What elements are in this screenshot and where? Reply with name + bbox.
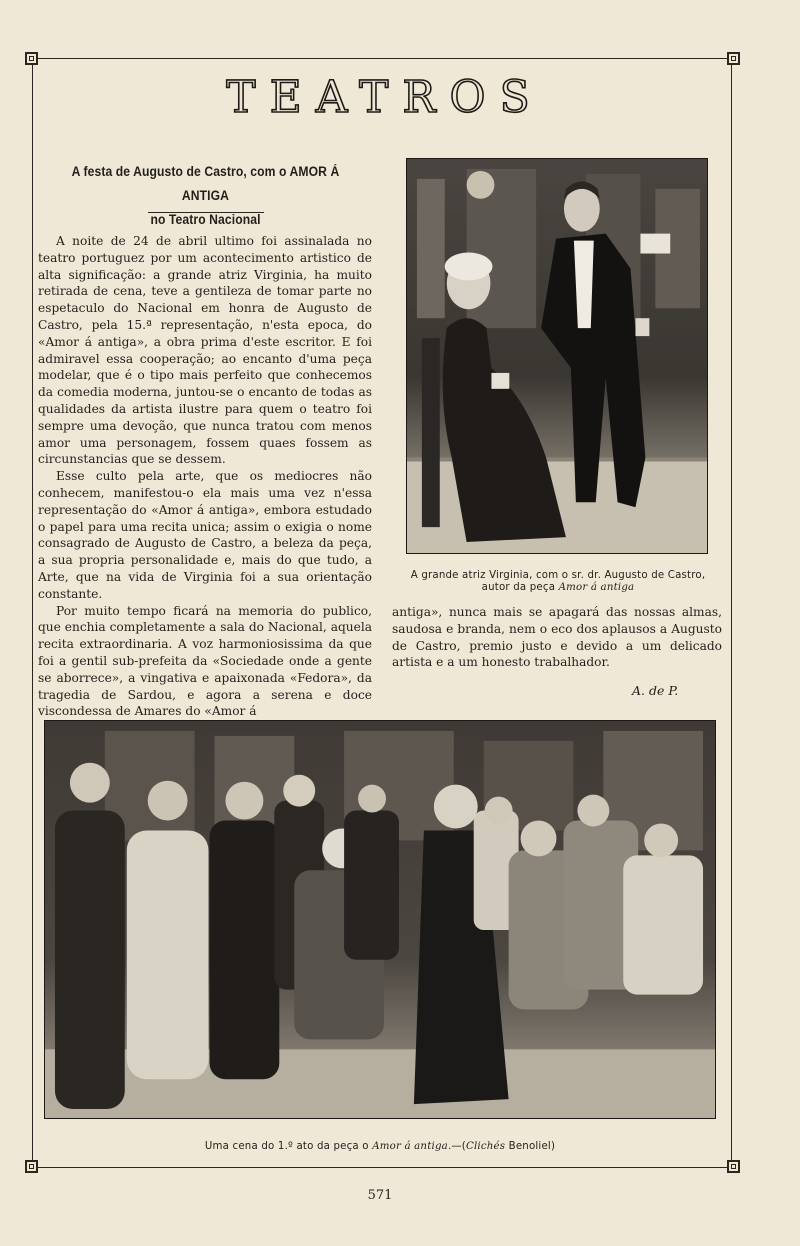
photo-top-caption xyxy=(383,570,733,594)
article-right-column xyxy=(392,604,722,671)
photo-top-caption-line-1: A grande atriz Virginia, com o sr. dr. Augusto de Castro, xyxy=(410,570,706,581)
page-number: 571 xyxy=(367,1188,393,1203)
article-paragraph-continued: antiga», nunca mais se apagará das nossas almas, saudosa e branda, nem o eco dos aplausos a Augusto de Castro, premio justo e devido a um delicado artista e a um honesto trabalhador. xyxy=(392,605,722,670)
article-paragraph-2: Esse culto pela arte, que os mediocres não conhecem, manifestou-o ela mais uma vez n'essa representação do «Amor á antiga», embora estudado o papel para uma recita unica; assim o exigia o nome consagrado de Augusto de Castro, a beleza da peça, a sua propria personalidade e, mais do que tudo, a Arte, que na vida de Virginia foi a sua orientação constante. xyxy=(38,469,372,601)
headline-rule xyxy=(148,212,264,213)
photo-cast-scene xyxy=(44,720,716,1119)
corner-ornament-bottom-right xyxy=(727,1160,740,1173)
article-headline xyxy=(55,160,357,232)
photo-bottom-caption-title: Amor á antiga. xyxy=(372,1141,452,1152)
photo-bottom-caption-credit-label: Clichés xyxy=(465,1141,506,1152)
headline-line-2: no Teatro Nacional xyxy=(150,212,261,227)
photo-virginia-and-augusto-de-castro xyxy=(406,158,708,554)
corner-ornament-top-left xyxy=(25,52,38,65)
article-paragraph-3: Por muito tempo ficará na memoria do publico, que enchia completamente a sala do Nacional, aquela recita extraordinaria. A voz harmoniosissima da que foi a gentil sub-prefeita da «Sociedade onde a gente se aborrece», a vingativa e apaixonada «Fedora», da tragedia de Sardou, e agora a serena e doce viscondessa de Amares do «Amor á xyxy=(38,603,372,719)
article-signature: A. de P. xyxy=(632,683,679,698)
article-left-column xyxy=(38,233,372,720)
article-paragraph-1: A noite de 24 de abril ultimo foi assinalada no teatro portuguez por um acontecimento artistico de alta significação: a grande atriz Virginia, ha muito retirada de cena, teve a gentileza de tomar parte no espetaculo do Nacional em honra de Augusto de Castro, pela 15.ª representação, n'esta epoca, do «Amor á antiga», a obra prima d'este escritor. E foi admiravel essa cooperação; ao encanto d'uma peça modelar, que é o tipo mais perfeito que conhecemos da comedia moderna, juntou-se o encanto de todas as qualidades da artista ilustre para quem o teatro foi sempre uma devoção, que nunca tratou com menos amor uma personagem, fossem quaes fossem as circunstancias que se dessem. xyxy=(38,234,372,467)
photo-bottom-illustration xyxy=(45,721,715,1118)
section-masthead: TEATROS xyxy=(226,72,544,123)
photo-top-caption-prefix: autor da peça xyxy=(481,582,559,593)
corner-ornament-top-right xyxy=(727,52,740,65)
photo-top-caption-title: Amor á antiga xyxy=(558,582,635,593)
photo-bottom-caption-prefix: Uma cena do 1.º ato da peça o xyxy=(204,1141,373,1152)
photo-top-illustration xyxy=(407,159,707,553)
corner-ornament-bottom-left xyxy=(25,1160,38,1173)
photo-bottom-caption xyxy=(80,1141,680,1153)
photo-bottom-caption-credit: Benoliel) xyxy=(505,1141,556,1152)
headline-line-1: A festa de Augusto de Castro, com o AMOR Á ANTIGA xyxy=(71,164,340,203)
photo-bottom-caption-dash: —( xyxy=(451,1141,466,1152)
